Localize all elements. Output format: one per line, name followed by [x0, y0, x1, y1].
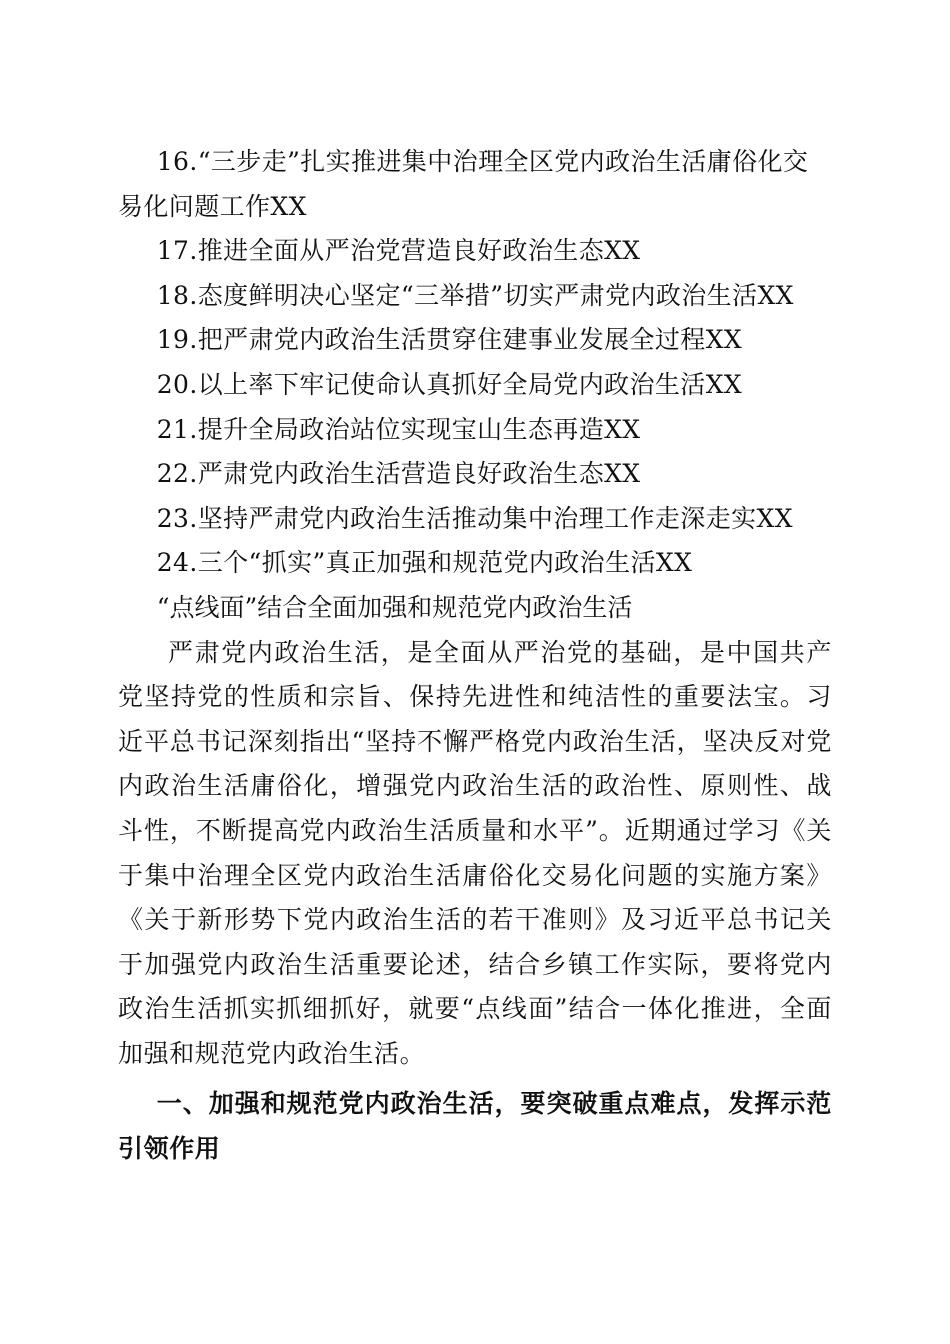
- toc-item-20: 20.以上率下牢记使命认真抓好全局党内政治生活XX: [156, 369, 743, 399]
- section-heading-1: 一、加强和规范党内政治生活，要突破重点难点，发挥示范引领作用: [118, 1089, 832, 1164]
- article-title: “点线面”结合全面加强和规范党内政治生活: [156, 592, 633, 622]
- toc-item-21: 21.提升全局政治站位实现宝山生态再造XX: [156, 414, 641, 444]
- article-intro-paragraph: 严肃党内政治生活，是全面从严治党的基础，是中国共产党坚持党的性质和宗旨、保持先进性和纯洁性的重要法宝。习近平总书记深刻指出“坚持不懈严格党内政治生活，坚决反对党内政治生活庸俗化，增强党内政治生活的政治性、原则性、战斗性，不断提高党内政治生活质量和水平”。近期通过学习《关于集中治理全区党内政治生活庸俗化交易化问题的实施方案》《关于新形势下党内政治生活的若干准则》及习近平总书记关于加强党内政治生活重要论述，结合乡镇工作实际，要将党内政治生活抓实抓细抓好，就要“点线面”结合一体化推进，全面加强和规范党内政治生活。: [118, 637, 832, 1068]
- toc-item-24: 24.三个“抓实”真正加强和规范党内政治生活XX: [156, 548, 693, 578]
- toc-item-23: 23.坚持严肃党内政治生活推动集中治理工作走深走实XX: [156, 503, 793, 533]
- toc-item-19: 19.把严肃党内政治生活贯穿住建事业发展全过程XX: [156, 325, 743, 355]
- toc-item-22: 22.严肃党内政治生活营造良好政治生态XX: [156, 459, 641, 489]
- toc-item-17: 17.推进全面从严治党营造良好政治生态XX: [156, 236, 641, 266]
- toc-item-16: 16.“三步走”扎实推进集中治理全区党内政治生活庸俗化交易化问题工作XX: [118, 147, 809, 221]
- toc-item-18: 18.态度鲜明决心坚定“三举措”切实严肃党内政治生活XX: [156, 280, 794, 310]
- document-body: [118, 140, 832, 1172]
